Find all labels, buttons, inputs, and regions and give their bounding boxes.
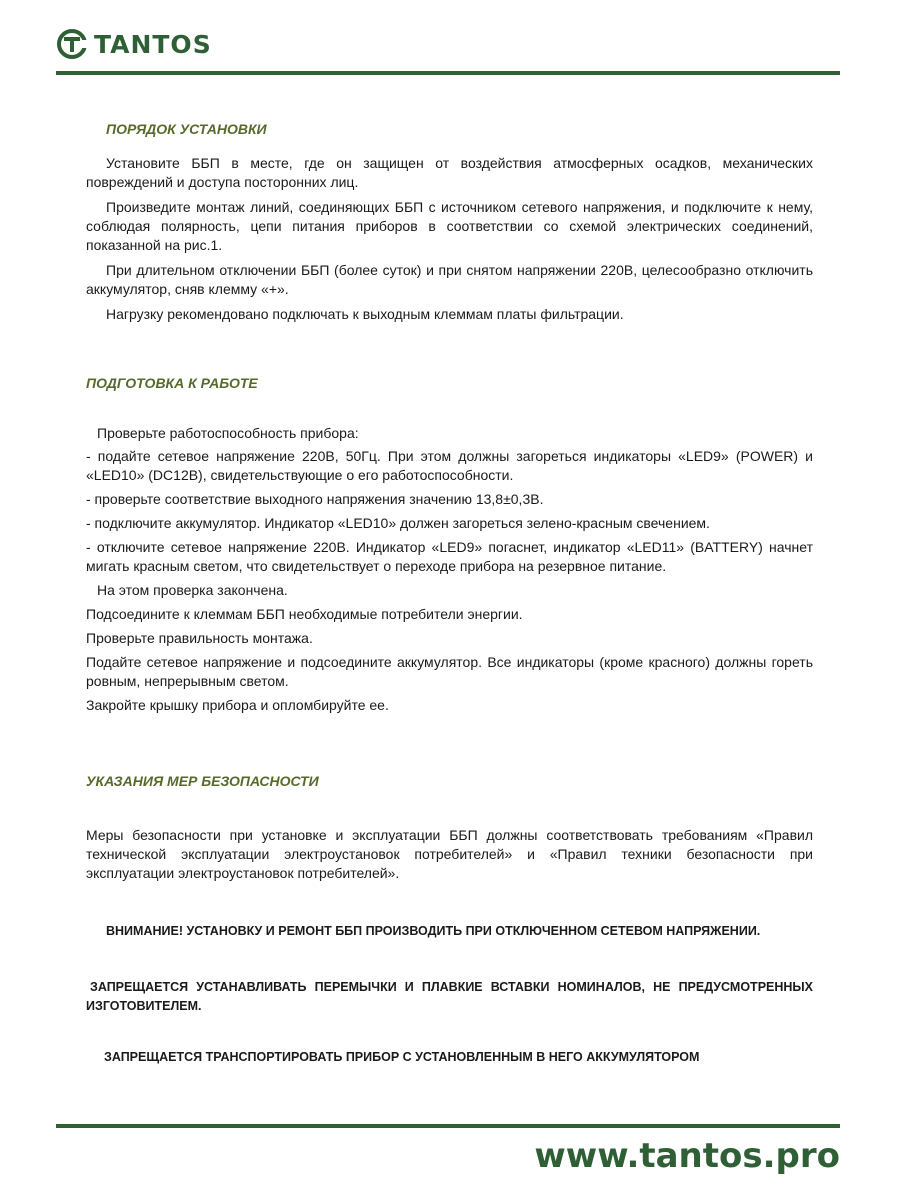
section-title-safety: УКАЗАНИЯ МЕР БЕЗОПАСНОСТИ [86, 773, 319, 789]
website-link[interactable]: www.tantos.pro [534, 1136, 840, 1176]
paragraph: Проверьте правильность монтажа. [86, 630, 313, 646]
header-logo [56, 24, 212, 64]
section-title-prepare: ПОДГОТОВКА К РАБОТЕ [86, 375, 258, 391]
paragraph: Закройте крышку прибора и опломбируйте ее. [86, 697, 389, 713]
brand-name: TANTOS [94, 29, 212, 59]
paragraph: Произведите монтаж линий, соединяющих ББП с источником сетевого напряжения, и подключите к нему, соблюдая полярность, цепи питания приборов в соответствии со схемой электрических соединений, показанной на рис.1. [86, 199, 813, 253]
section-title-install: ПОРЯДОК УСТАНОВКИ [106, 121, 267, 137]
list-item: - проверьте соответствие выходного напряжения значению 13,8±0,3В. [86, 491, 544, 507]
paragraph: Нагрузку рекомендовано подключать к выходным клеммам платы фильтрации. [106, 306, 624, 322]
paragraph: Подайте сетевое напряжение и подсоедините аккумулятор. Все индикаторы (кроме красного) должны гореть ровным, непрерывным светом. [86, 654, 813, 689]
list-item: - подайте сетевое напряжение 220В, 50Гц. При этом должны загореться индикаторы «LED9» (POWER) и «LED10» (DC12В), свидетельствующие о его работоспособности. [86, 448, 813, 483]
warning-text: ЗАПРЕЩАЕТСЯ УСТАНАВЛИВАТЬ ПЕРЕМЫЧКИ И ПЛАВКИЕ ВСТАВКИ НОМИНАЛОВ, НЕ ПРЕДУСМОТРЕННЫХ ИЗГОТОВИТЕЛЕМ. [86, 980, 813, 1013]
warning-text: ВНИМАНИЕ! УСТАНОВКУ И РЕМОНТ ББП ПРОИЗВОДИТЬ ПРИ ОТКЛЮЧЕННОМ СЕТЕВОМ НАПРЯЖЕНИИ. [106, 924, 761, 938]
paragraph: Меры безопасности при установке и эксплуатации ББП должны соответствовать требованиям «Правил технической эксплуатации электроустановок потребителей» и «Правил техники безопасности при эксплуатации электроустановок потребителей». [86, 827, 813, 881]
list-item: - подключите аккумулятор. Индикатор «LED10» должен загореться зелено-красным свечением. [86, 515, 710, 531]
list-item: - отключите сетевое напряжение 220В. Индикатор «LED9» погаснет, индикатор «LED11» (BATTERY) начнет мигать красным светом, что свидетельствует о переходе прибора на резервное питание. [86, 539, 813, 574]
paragraph: На этом проверка закончена. [97, 582, 288, 598]
paragraph: Проверьте работоспособность прибора: [97, 425, 359, 441]
paragraph: При длительном отключении ББП (более суток) и при снятом напряжении 220В, целесообразно отключить аккумулятор, сняв клемму «+». [86, 262, 813, 297]
tantos-logo-icon [56, 28, 88, 60]
warning-text: ЗАПРЕЩАЕТСЯ ТРАНСПОРТИРОВАТЬ ПРИБОР С УСТАНОВЛЕННЫМ В НЕГО АККУМУЛЯТОРОМ [104, 1050, 700, 1064]
paragraph: Подсоедините к клеммам ББП необходимые потребители энергии. [86, 606, 523, 622]
paragraph: Установите ББП в месте, где он защищен от воздействия атмосферных осадков, механических повреждений и доступа посторонних лиц. [86, 155, 813, 190]
footer-divider [56, 1124, 840, 1128]
header-divider [56, 71, 840, 75]
